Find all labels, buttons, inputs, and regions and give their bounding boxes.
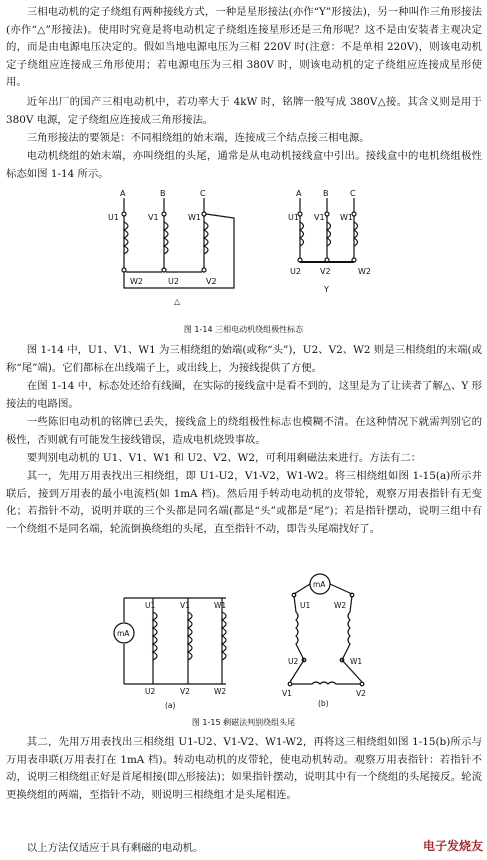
delta-head-u1: U1 bbox=[108, 213, 119, 222]
delta-head-v1: V1 bbox=[148, 213, 159, 222]
fig15b-w2: W2 bbox=[334, 601, 347, 610]
delta-tail-w2: W2 bbox=[130, 277, 143, 286]
watermark-logo: 电子发烧友 bbox=[422, 839, 483, 853]
wye-tail-u2: U2 bbox=[290, 267, 301, 276]
wye-phase-b: B bbox=[323, 189, 329, 198]
fig15b-v1: V1 bbox=[282, 689, 292, 698]
figure-1-14 bbox=[0, 188, 487, 323]
fig15a-head-w1: W1 bbox=[214, 601, 227, 610]
phase-label-c: C bbox=[200, 189, 206, 198]
fig15b-u2: U2 bbox=[288, 657, 299, 666]
wye-head-u1: U1 bbox=[288, 213, 299, 222]
delta-symbol: △ bbox=[174, 297, 181, 306]
paragraph-10: 其二，先用万用表找出三相绕组 U1-U2、V1-V2、W1-W2，再将这三相绕组如图 1-15(b)所示与万用表串联(万用表打在 1mA 档)。转动电动机的皮带轮，使电动机转动。观察万用表指针：若指针不动，说明三相绕组正好是首尾相接(即△形接法)；如果指针摆动，说明其中有一个绕组的头尾接反。轮流更换绕组的两端，至指针不动，则说明三相绕组才是头尾相连。 bbox=[6, 736, 482, 801]
wye-head-v1: V1 bbox=[314, 213, 325, 222]
fig15a-head-u1: U1 bbox=[145, 601, 156, 610]
paragraph-5: 图 1-14 中，U1、V1、W1 为三相绕组的始端(或称“头”)，U2、V2、W2 则是三相绕组的末端(或称“尾”端)。它们都标在出线端子上，或出线上，为接线提供了方便。 bbox=[6, 344, 482, 374]
delta-tail-u2: U2 bbox=[168, 277, 179, 286]
ammeter-a-label: mA bbox=[117, 629, 130, 638]
paragraph-2: 近年出厂的国产三相电动机中，若功率大于 4kW 时，铭牌一般写成 380V△接。其含义则是用于 380V 电源，定子绕组应连接成三角形接法。 bbox=[6, 96, 482, 126]
delta-tail-v2: V2 bbox=[206, 277, 217, 286]
paragraph-4: 电动机绕组的始末端，亦叫绕组的头尾，通常是从电动机接线盒中引出。接线盒中的电机绕组极性标态如图 1-14 所示。 bbox=[6, 150, 482, 180]
paragraph-9: 其一，先用万用表找出三相绕组，即 U1-U2，V1-V2，W1-W2。将三相绕组如图 1-15(a)所示并联后，接到万用表的最小电流档(如 1mA 档)。然后用手转动电动机的皮带轮，观察万用表指针有无变化；若指针不动，说明并联的三个头都是同名端(都是“头”或都是“尾”)；若是指针摆动，说明三组中有一个绕组不是同名端，轮流倒换绕组的头尾，直至指针不动，即告头尾端找好了。 bbox=[6, 470, 482, 535]
paragraph-11: 以上方法仅适应于具有剩磁的电动机。 bbox=[26, 842, 204, 854]
wye-tail-v2: V2 bbox=[320, 267, 331, 276]
wye-symbol: Y bbox=[324, 285, 329, 294]
fig15a-tail-v2: V2 bbox=[180, 687, 190, 696]
wye-head-w1: W1 bbox=[340, 213, 353, 222]
wye-tail-w2: W2 bbox=[358, 267, 371, 276]
figure-1-15-caption: 图 1-15 剩磁法判别绕组头尾 bbox=[191, 718, 296, 727]
fig15b-w1: W1 bbox=[350, 657, 363, 666]
fig15a-tail-u2: U2 bbox=[145, 687, 156, 696]
fig15a-tail-w2: W2 bbox=[214, 687, 227, 696]
fig15b-u1: U1 bbox=[300, 601, 311, 610]
wye-phase-c: C bbox=[350, 189, 356, 198]
ammeter-b-label: mA bbox=[313, 580, 326, 589]
fig15b-v2: V2 bbox=[356, 689, 366, 698]
fig15b-label: (b) bbox=[318, 699, 329, 708]
delta-head-w1: W1 bbox=[188, 213, 201, 222]
fig15a-head-v1: V1 bbox=[180, 601, 190, 610]
phase-label-a: A bbox=[120, 189, 126, 198]
figure-1-15 bbox=[0, 572, 487, 714]
paragraph-1: 三相电动机的定子绕组有两种接线方式，一种是星形接法(亦作“Y”形接法)，另一种叫作三角形接法(亦作“△”形接法)。使用时究竟是将电动机定子绕组连接星形还是三角形呢？这不是由安装者主观决定的，而是由电源电压决定的。假如当地电源电压为三相 220V 时(注意：不是单相 220V)，则该电动机定子绕组应连接成三角形使用；若电源电压为三相 380V 时，则该电动机的定子绕组应连接成星形使用。 bbox=[6, 6, 482, 88]
wye-phase-a: A bbox=[296, 189, 302, 198]
paragraph-6: 在图 1-14 中，标态处还给有线圈，在实际的接线盒中是看不到的，这里是为了让读者了解△、Y 形接法的电路图。 bbox=[6, 380, 482, 410]
paragraph-3: 三角形接法的要领是：不同相绕组的始末端，连接成三个结点接三相电源。 bbox=[26, 132, 370, 144]
figure-1-14-caption: 图 1-14 三相电动机绕组极性标态 bbox=[183, 325, 304, 334]
fig15a-label: (a) bbox=[165, 701, 176, 710]
paragraph-7: 一些陈旧电动机的铭牌已丢失，接线盒上的绕组极性标志也模糊不清。在这种情况下就需判别它的极性，否则就有可能发生接线错误，造成电机烧毁事故。 bbox=[6, 416, 482, 446]
paragraph-8: 要判别电动机的 U1、V1、W1 和 U2、V2、W2，可利用剩磁法来进行。方法有二： bbox=[26, 452, 422, 464]
phase-label-b: B bbox=[160, 189, 166, 198]
